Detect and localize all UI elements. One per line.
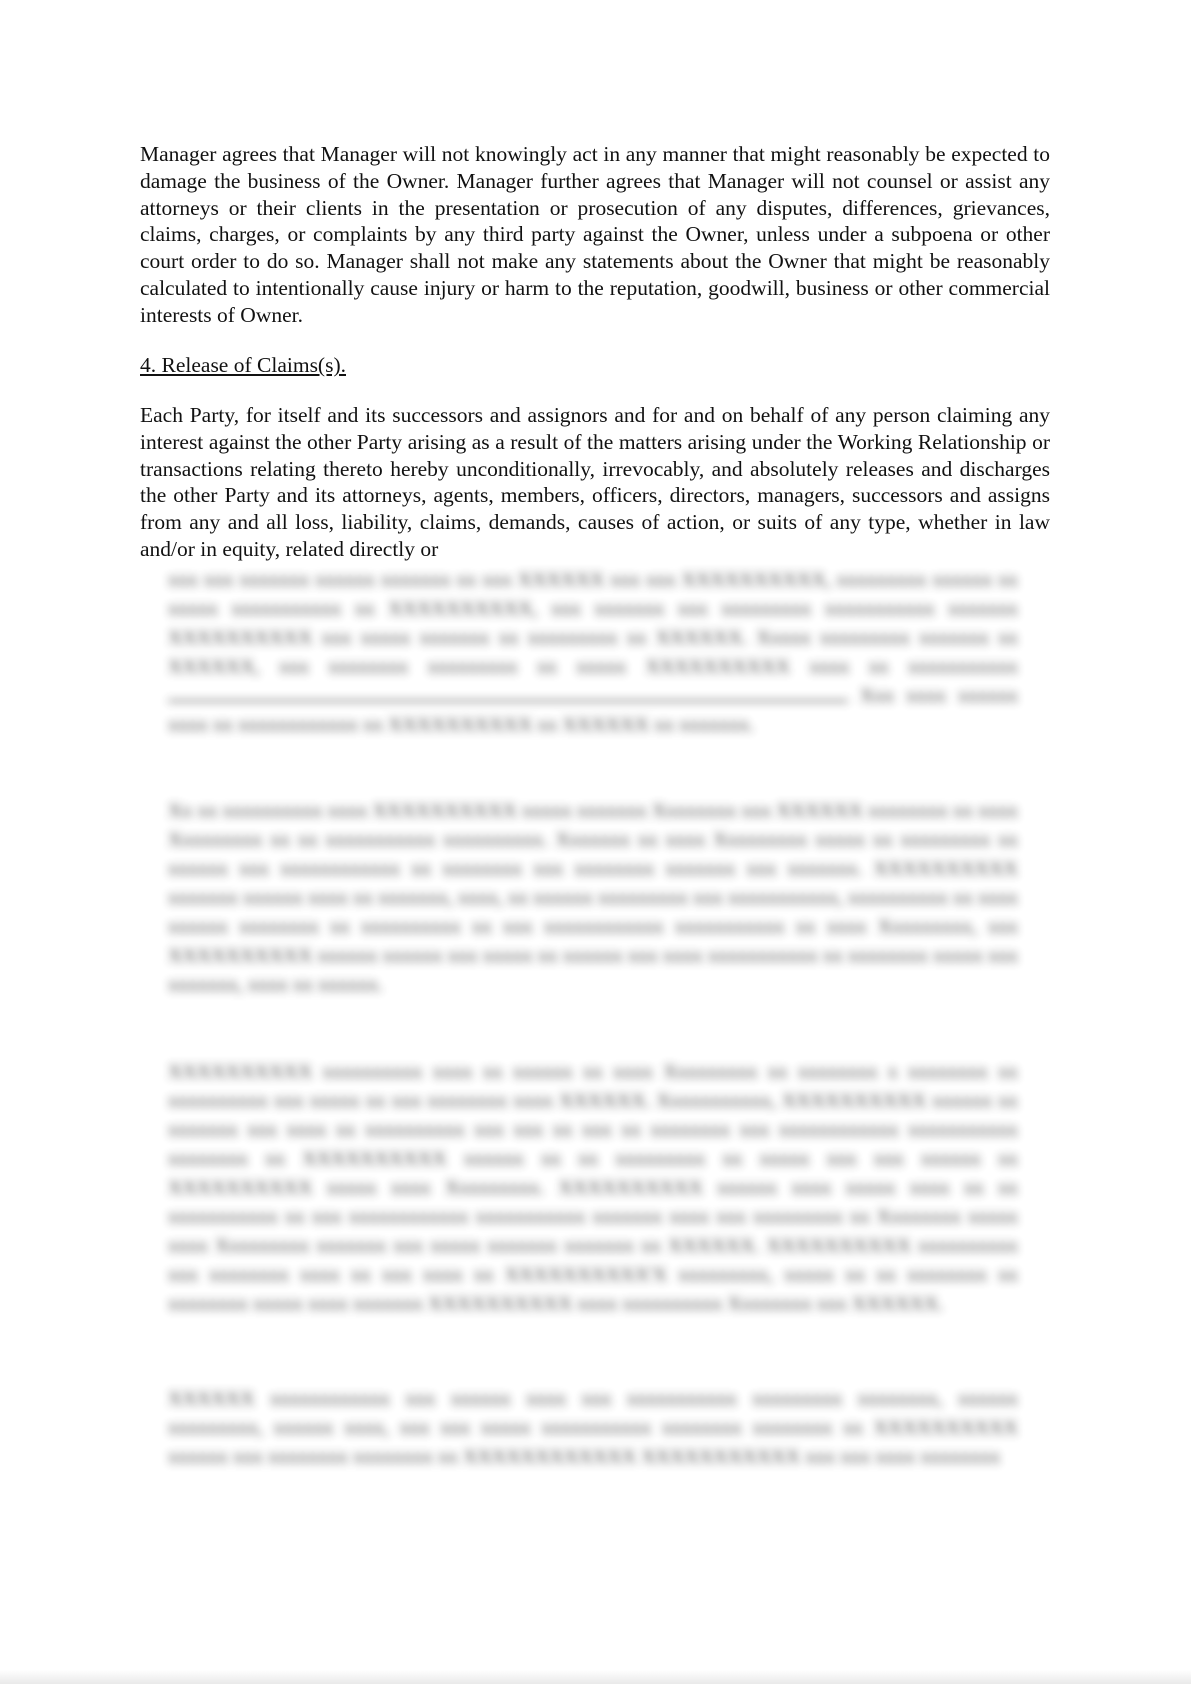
paragraph-non-disparagement: Manager agrees that Manager will not knowingly act in any manner that might reasonably be expected to damage the business of the Owner. Manager further agrees that Manager will not counsel or assist any attorneys or their clients in the presentation or prosecution of any disputes, differences, grievances, claims, charges, or complaints by any third party against the Owner, unless under a subpoena or other court order to do so. Manager shall not make any statements about the Owner that might be reasonably calculated to intentionally cause injury or harm to the reputation, goodwill, business or other commercial interests of Owner. bbox=[140, 142, 1050, 327]
blurred-preview-block: XXXXXX xxxxxxxxxxxx xxx xxxxxx xxxx xxx xxxxxxxxxxx xxxxxxxxx xxxxxxxx, xxxxxx xxxxxxxxx, xxxxxx xxxx, xxx xxx xxxxx xxxxxxxxxxx xxxxxxxx xxxxxxxx xx XXXXXXXXXX xxxxxx xxx xxxxxxxx xxxxxxxx xx XXXXXXXXXXXX XXXXXXXXXXX xxx xxx xxxx xxxxxxxx bbox=[168, 1388, 1018, 1468]
section-heading-release-of-claims: 4. Release of Claims(s). bbox=[140, 353, 346, 377]
blurred-preview-block: xxx xxx xxxxxxx xxxxxx xxxxxxx xx xxx XXXXXX xxx xxx XXXXXXXXXX, xxxxxxxxx xxxxxx xx xxxxx xxxxxxxxxxx xx XXXXXXXXXX, xxx xxxxxxx xxx xxxxxxxxx xxxxxxxxxxx xxxxxxx XXXXXXXXXX xxx xxxxx xxxxxxx xx xxxxxxxxx xx XXXXXX. Xxxxx xxxxxxxxx xxxxxxx xx XXXXXX, xxx xxxxxxxx xxxxxxxxx xx xxxxx XXXXXXXXXX xxxx xx xxxxxxxxxxx Xxx xxxx xxxxxx xxxx xx xxxxxxxxxxxx xx XXXXXXXXXX xx XXXXXX xx xxxxxxx. bbox=[168, 569, 1018, 736]
page-bottom-edge bbox=[0, 1670, 1191, 1684]
blurred-preview-block: XXXXXXXXXX xxxxxxxxxx xxxx xx xxxxxx xx xxxx Xxxxxxxxx xx xxxxxxxx x xxxxxxxx xx xxxxxxxxxx xxx xxxxx xx xxx xxxxxxxx xxxx XXXXXX. Xxxxxxxxxxx, XXXXXXXXXX xxxxxx xx xxxxxxx xxx xxxx xx xxxxxxxxxx xxx xxx xx xxx xx xxxxxxxx xxx xxxxxxxxxxxx xxxxxxxxxxx xxxxxxxx xx XXXXXXXXXX xxxxxx xx xx xxxxxxxxx xx xxxxx xxx xxx xxxxxx xx XXXXXXXXXX xxxxx xxxx Xxxxxxxxx. XXXXXXXXXX xxxxxx xxxx xxxxx xxxx xx xx xxxxxxxxxxx xx xxx xxxxxxxxxxxx xxxxxxxxxxx xxxxxxx xxxx xxx xxxxxxxxx xx Xxxxxxxx xxxxx xxxx Xxxxxxxxx xxxxxxx xxx xxxxx xxxxxxx xxxxxxx xx XXXXXX. XXXXXXXXXX xxxxxxxxxx xxx xxxxxxxx xxxx xx xxx xxxx xx XXXXXXXXXX'X xxxxxxxxx, xxxxx xx xx xxxxxxxx xx xxxxxxxx xxxxx xxxx xxxxxxx XXXXXXXXXX xxxx xxxxxxxxxx Xxxxxxxx xxx XXXXXX. bbox=[168, 1061, 1018, 1315]
blurred-preview-block: Xx xx xxxxxxxxxx xxxx XXXXXXXXXX xxxxx xxxxxxx Xxxxxxxx xxx XXXXXX xxxxxxxx xx xxxx Xxxxxxxxx xx xx xxxxxxxxxxx xxxxxxxxxx. Xxxxxxx xx xxxx Xxxxxxxxx xxxxx xx xxxxxxxxx xx xxxxxx xxx xxxxxxxxxxxx xx xxxxxxxx xxx xxxxxxxx xxxxxxx xxx xxxxxxx. XXXXXXXXXX xxxxxxx xxxxxx xxxx xx xxxxxxx, xxxx, xx xxxxxx xxxxxxxxx xxx xxxxxxxxxxx, xxxxxxxxxx xx xxxx xxxxxx xxxxxxxx xx xxxxxxxxxx xx xxx xxxxxxxxxxxx xxxxxxxxxxx xx xxxx Xxxxxxxxx, xxx XXXXXXXXXX xxxxxx xxxxxx xxx xxxxx xx xxxxxx xxx xxxx xxxxxxxxxxx xx xxxxxxxx xxxxx xxx xxxxxxx, xxxx xx xxxxxx. bbox=[168, 800, 1018, 996]
paragraph-release-of-claims: Each Party, for itself and its successors and assignors and for and on behalf of any person claiming any interest against the other Party arising as a result of the matters arising under the Working Relationship or transactions relating thereto hereby unconditionally, irrevocably, and absolutely releases and discharges the other Party and its attorneys, agents, members, officers, directors, managers, successors and assigns from any and all loss, liability, claims, demands, causes of action, or suits of any type, whether in law and/or in equity, related directly or bbox=[140, 403, 1050, 561]
